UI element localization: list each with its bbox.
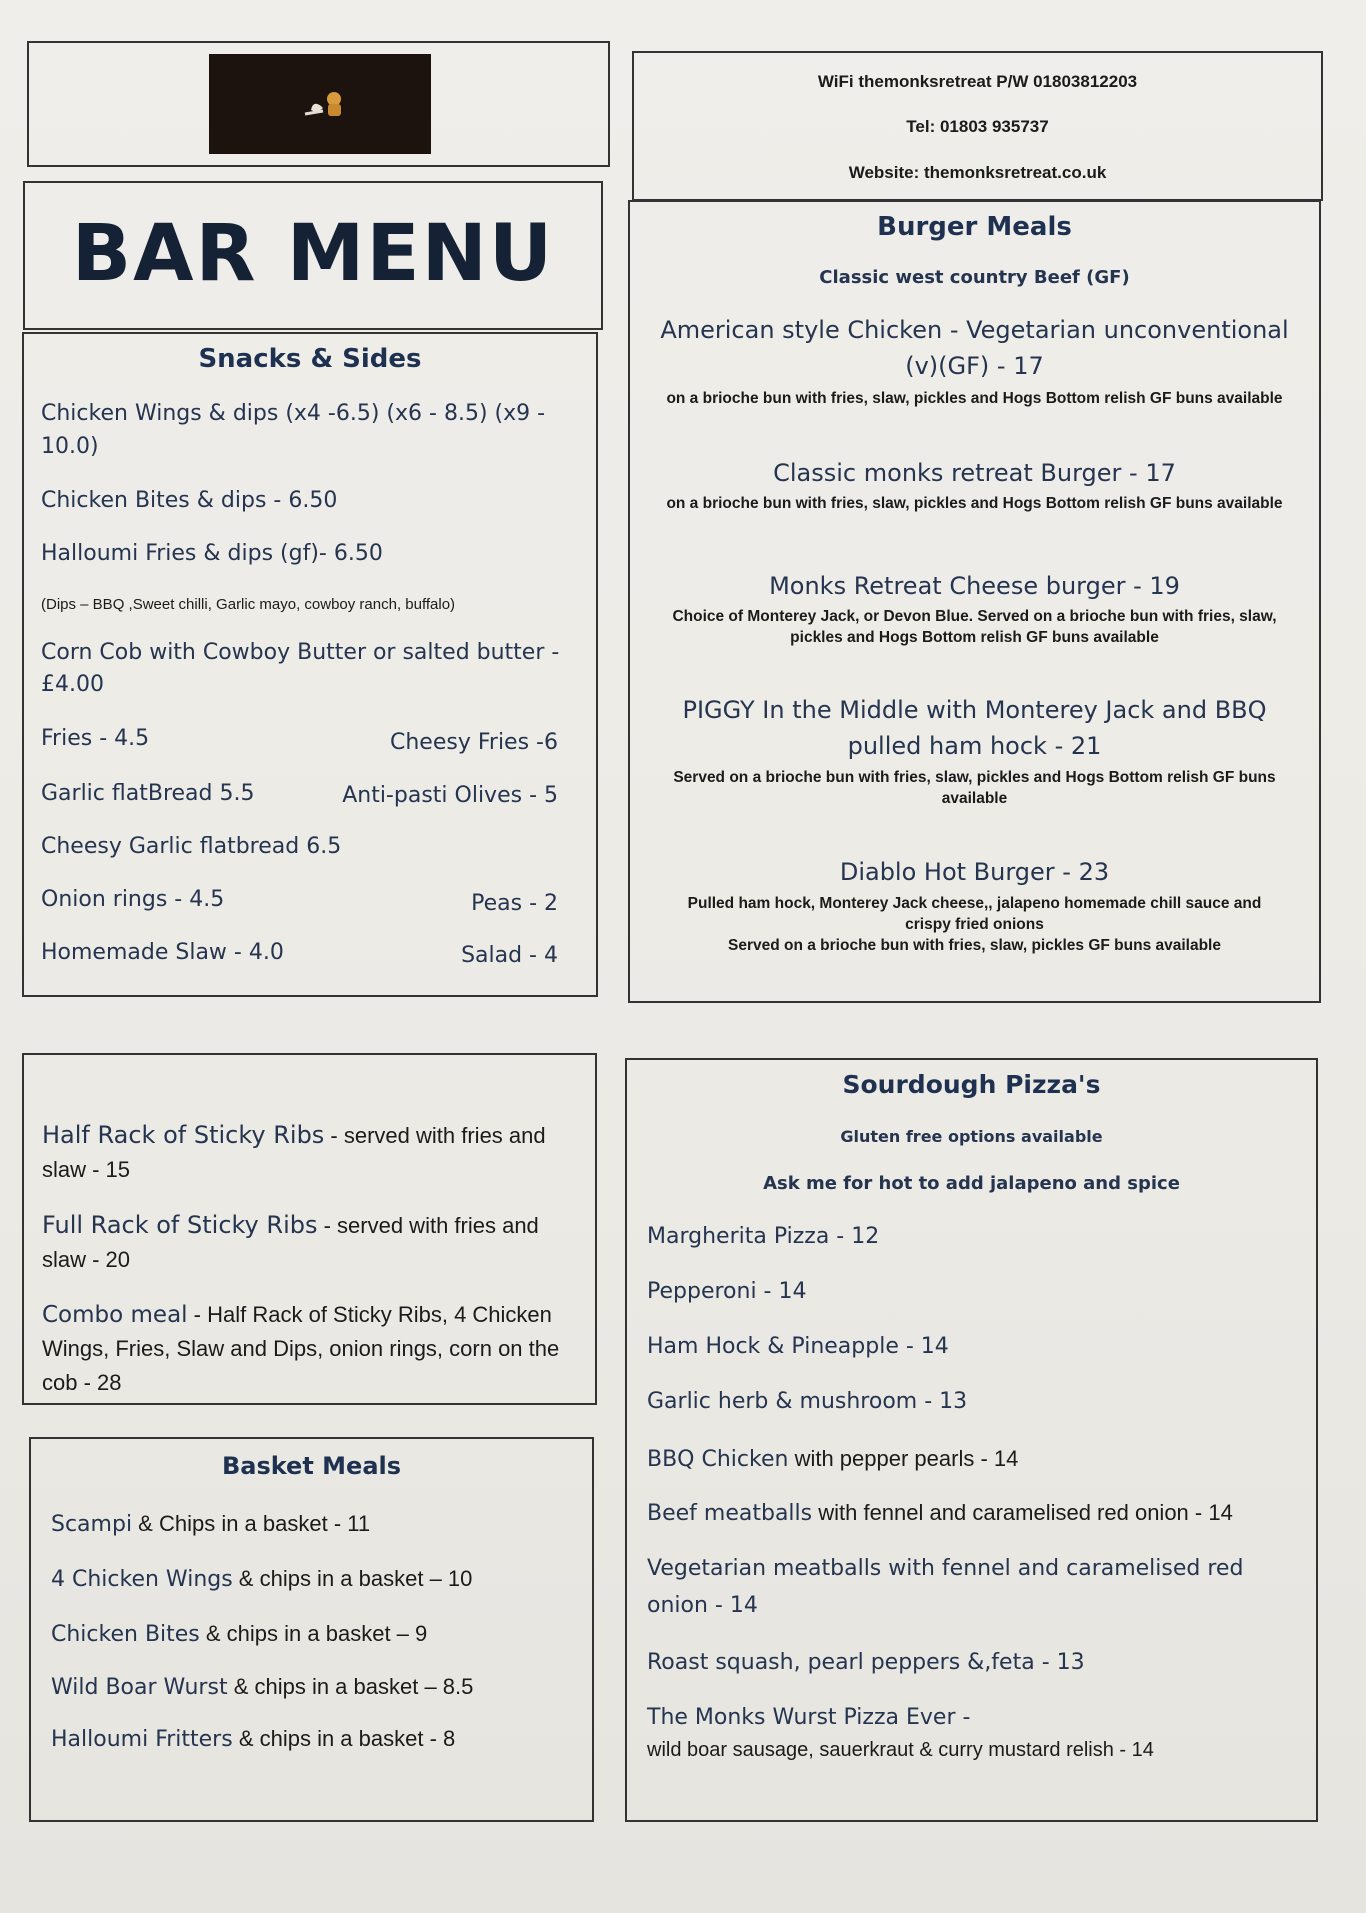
- burger-piggy-desc-line2: available: [941, 790, 1008, 807]
- snack-dips-note: (Dips – BBQ ,Sweet chilli, Garlic mayo, cowboy ranch, buffalo): [41, 596, 456, 613]
- snack-halloumi: Halloumi Fries & dips (gf)- 6.50: [41, 541, 383, 566]
- burger-classic: Classic monks retreat Burger - 17: [773, 459, 1176, 487]
- pizza-beef-name: Beef meatballs: [647, 1501, 813, 1526]
- ribs-full: [42, 1209, 581, 1277]
- burger-diablo-desc-line1: Pulled ham hock, Monterey Jack cheese,, jalapeno homemade chill sauce and: [687, 895, 1262, 912]
- ribs-half: [42, 1119, 581, 1187]
- basket-item-detail: & chips in a basket – 9: [199, 1621, 428, 1646]
- page-title: BAR MENU: [71, 209, 555, 299]
- burger-american-line1: American style Chicken - Vegetarian unconventional: [660, 316, 1289, 344]
- basket-item-name: Wild Boar Wurst: [51, 1675, 228, 1700]
- website-info: Website: themonksretreat.co.uk: [848, 163, 1107, 182]
- pizza-panel: [625, 1058, 1318, 1822]
- ribs-combo: [42, 1298, 581, 1400]
- burger-diablo-desc-line2: crispy fried onions: [905, 916, 1044, 933]
- logo-panel: [27, 41, 610, 167]
- pizza-beef-detail: with fennel and caramelised red onion - 14: [812, 1500, 1233, 1525]
- ribs-panel: [22, 1053, 597, 1405]
- snack-slaw: Homemade Slaw - 4.0: [41, 940, 284, 965]
- contact-panel: [632, 51, 1323, 201]
- snacks-heading: Snacks & Sides: [198, 344, 422, 374]
- ribs-combo-detail: - Half Rack of Sticky Ribs, 4 Chicken Wings, Fries, Slaw and Dips, onion rings, corn on the cob - 28: [42, 1302, 560, 1395]
- pizza-hot-note: Ask me for hot to add jalapeno and spice: [763, 1173, 1180, 1194]
- snack-peas: Peas - 2: [471, 891, 558, 916]
- burger-cheese-desc-line2: pickles and Hogs Bottom relish GF buns available: [790, 629, 1159, 646]
- burger-american-line2: (v)(GF) - 17: [905, 352, 1044, 380]
- ribs-full-name: Full Rack of Sticky Ribs: [42, 1211, 318, 1239]
- basket-item-detail: & chips in a basket – 10: [232, 1566, 473, 1591]
- basket-item-name: Halloumi Fritters: [51, 1727, 233, 1752]
- basket-item: [51, 1621, 427, 1647]
- pizza-garlic: Garlic herb & mushroom - 13: [647, 1389, 968, 1414]
- snack-bites: Chicken Bites & dips - 6.50: [41, 488, 338, 513]
- ribs-full-detail: - served with fries and slaw - 20: [42, 1213, 539, 1272]
- snack-corn-line1: Corn Cob with Cowboy Butter or salted butter -: [41, 640, 560, 665]
- pizza-vegetarian: Vegetarian meatballs with fennel and caramelised red onion - 14: [647, 1556, 1244, 1618]
- pizza-wurst-name: The Monks Wurst Pizza Ever -: [647, 1705, 971, 1730]
- snack-olives: Anti-pasti Olives - 5: [342, 783, 558, 808]
- basket-item-name: 4 Chicken Wings: [51, 1567, 233, 1592]
- ribs-half-detail: - served with fries and slaw - 15: [42, 1123, 546, 1182]
- snack-wings-line1: Chicken Wings & dips (x4 -6.5) (x6 - 8.5) (x9 -: [41, 401, 546, 426]
- ribs-half-name: Half Rack of Sticky Ribs: [42, 1121, 325, 1149]
- pizza-beef: [647, 1494, 1306, 1532]
- ribs-combo-name: Combo meal: [42, 1302, 188, 1328]
- title-panel: [23, 181, 603, 330]
- basket-item-detail: & chips in a basket - 8: [232, 1726, 456, 1751]
- burger-classic-desc: on a brioche bun with fries, slaw, pickles and Hogs Bottom relish GF buns available: [666, 495, 1283, 512]
- pizza-bbq-detail: with pepper pearls - 14: [788, 1446, 1019, 1471]
- basket-item-detail: & Chips in a basket - 11: [132, 1511, 371, 1536]
- snack-garlic-flatbread: Garlic flatBread 5.5: [41, 781, 255, 806]
- snack-cheesy-garlic: Cheesy Garlic flatbread 6.5: [41, 834, 342, 859]
- snack-salad: Salad - 4: [461, 943, 558, 968]
- pizza-margherita: Margherita Pizza - 12: [647, 1224, 880, 1249]
- burger-piggy-desc-line1: Served on a brioche bun with fries, slaw, pickles and Hogs Bottom relish GF buns: [673, 769, 1276, 786]
- wifi-info: WiFi themonksretreat P/W 01803812203: [817, 72, 1138, 91]
- basket-item: [51, 1566, 472, 1592]
- pizza-wurst-desc: wild boar sausage, sauerkraut & curry mustard relish - 14: [647, 1739, 1154, 1761]
- basket-item-detail: & chips in a basket – 8.5: [227, 1674, 474, 1699]
- pizza-bbq: [647, 1440, 1306, 1478]
- pizza-bbq-name: BBQ Chicken: [647, 1447, 789, 1472]
- burger-cheese-desc-line1: Choice of Monterey Jack, or Devon Blue. Served on a brioche bun with fries, slaw,: [672, 608, 1277, 625]
- pizza-heading: Sourdough Pizza's: [842, 1070, 1101, 1099]
- snack-wings-line2: 10.0): [41, 434, 99, 459]
- snack-fries: Fries - 4.5: [41, 726, 150, 751]
- basket-item: [51, 1511, 370, 1537]
- telephone-info: Tel: 01803 935737: [906, 117, 1049, 136]
- snack-onion-rings: Onion rings - 4.5: [41, 887, 225, 912]
- snack-cheesy-fries: Cheesy Fries -6: [390, 730, 558, 755]
- burger-american-desc: on a brioche bun with fries, slaw, pickles and Hogs Bottom relish GF buns available: [666, 390, 1283, 407]
- burger-classic-beef: Classic west country Beef (GF): [819, 267, 1130, 288]
- snacks-panel: [22, 332, 598, 997]
- pizza-gluten-note: Gluten free options available: [840, 1127, 1103, 1146]
- basket-item-name: Scampi: [51, 1512, 133, 1537]
- burger-panel: [628, 200, 1321, 1003]
- basket-item: [51, 1674, 473, 1700]
- burger-diablo-desc-line3: Served on a brioche bun with fries, slaw, pickles GF buns available: [728, 937, 1221, 954]
- burger-piggy-line1: PIGGY In the Middle with Monterey Jack and BBQ: [682, 696, 1267, 724]
- logo-icon: [209, 54, 431, 154]
- snack-corn-line2: £4.00: [41, 672, 104, 697]
- basket-item: [51, 1726, 455, 1752]
- burger-cheese: Monks Retreat Cheese burger - 19: [769, 572, 1180, 600]
- logo-image: [209, 54, 431, 154]
- burger-piggy-line2: pulled ham hock - 21: [847, 732, 1102, 760]
- pizza-squash: Roast squash, pearl peppers &,feta - 13: [647, 1650, 1085, 1675]
- pizza-pepperoni: Pepperoni - 14: [647, 1279, 807, 1304]
- burger-heading: Burger Meals: [877, 212, 1072, 242]
- basket-panel: [29, 1437, 594, 1822]
- basket-heading: Basket Meals: [221, 1452, 402, 1480]
- burger-diablo: Diablo Hot Burger - 23: [839, 858, 1110, 886]
- basket-item-name: Chicken Bites: [51, 1622, 200, 1647]
- pizza-hamhock: Ham Hock & Pineapple - 14: [647, 1334, 949, 1359]
